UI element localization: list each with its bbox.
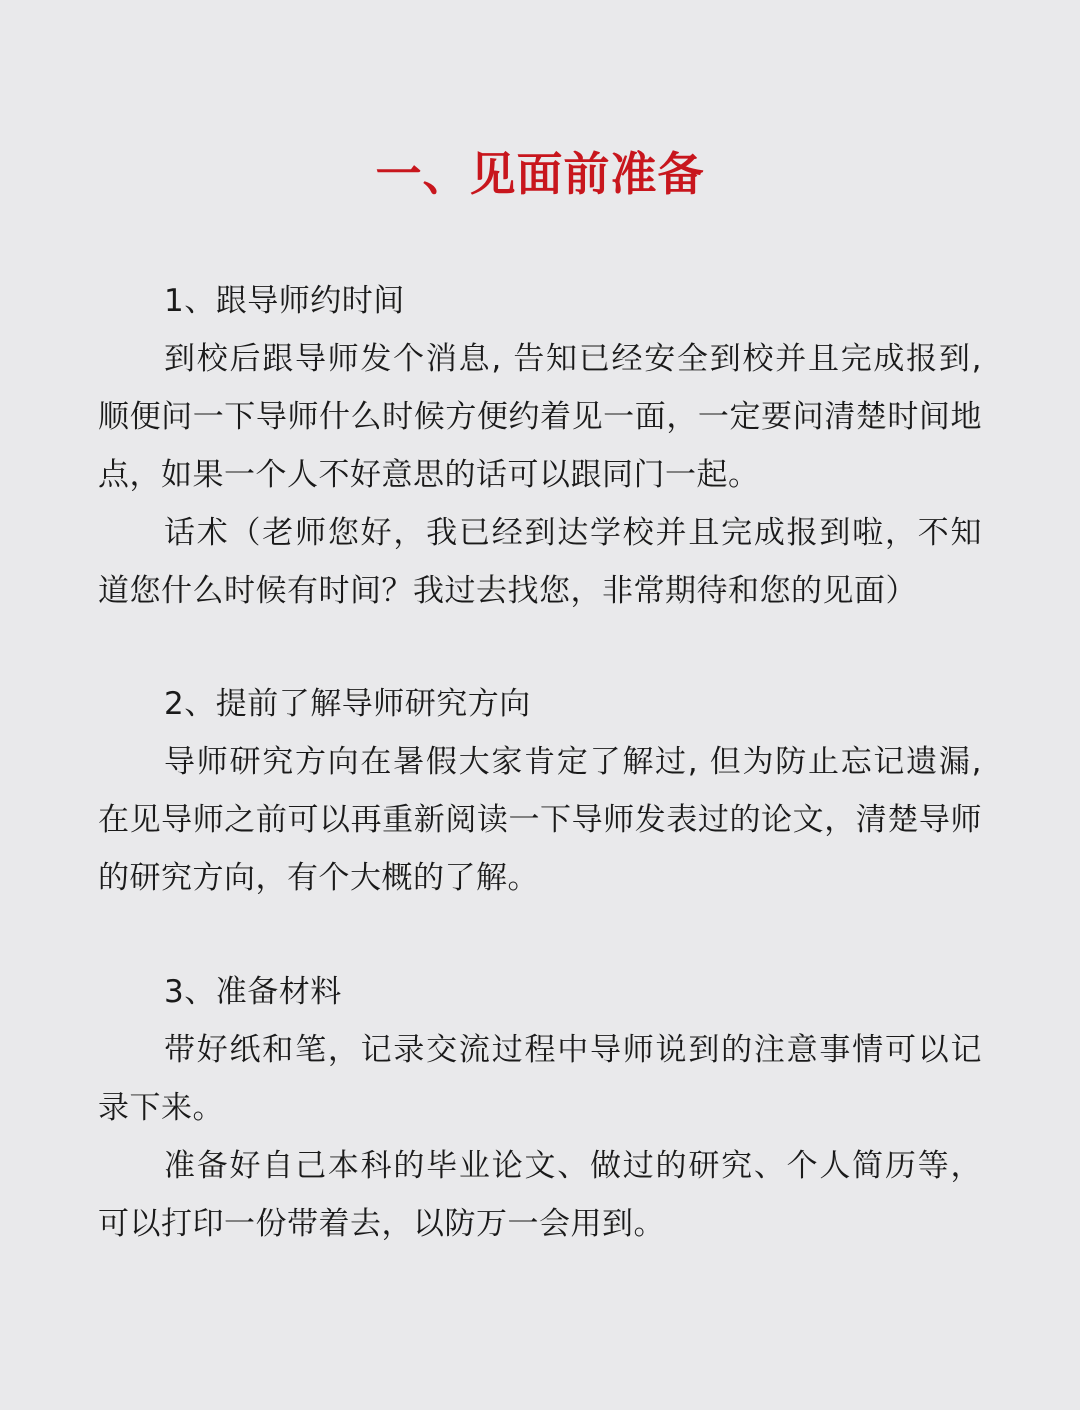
section-heading: 2、提前了解导师研究方向 — [164, 686, 531, 722]
section-paragraph: 话术（老师您好，我已经到达学校并且完成报到啦，不知道您什么时候有时间？我过去找您，非常期待和您的见面） — [98, 515, 982, 609]
section-heading: 3、准备材料 — [164, 974, 342, 1010]
section-research-direction — [98, 675, 982, 907]
section-paragraph: 带好纸和笔，记录交流过程中导师说到的注意事情可以记录下来。 — [98, 1032, 982, 1126]
section-prepare-materials — [98, 963, 982, 1253]
section-heading: 1、跟导师约时间 — [164, 283, 405, 319]
section-paragraph: 准备好自己本科的毕业论文、做过的研究、个人简历等，可以打印一份带着去，以防万一会用到。 — [98, 1148, 982, 1242]
page-title: 一、见面前准备 — [375, 147, 705, 201]
section-paragraph: 导师研究方向在暑假大家肯定了解过, 但为防止忘记遗漏, 在见导师之前可以再重新阅读一下导师发表过的论文，清楚导师的研究方向，有个大概的了解。 — [98, 744, 982, 896]
section-paragraph: 到校后跟导师发个消息, 告知已经安全到校并且完成报到, 顺便问一下导师什么时候方便约着见一面，一定要问清楚时间地点，如果一个人不好意思的话可以跟同门一起。 — [98, 341, 982, 493]
section-contact-advisor — [98, 272, 982, 620]
